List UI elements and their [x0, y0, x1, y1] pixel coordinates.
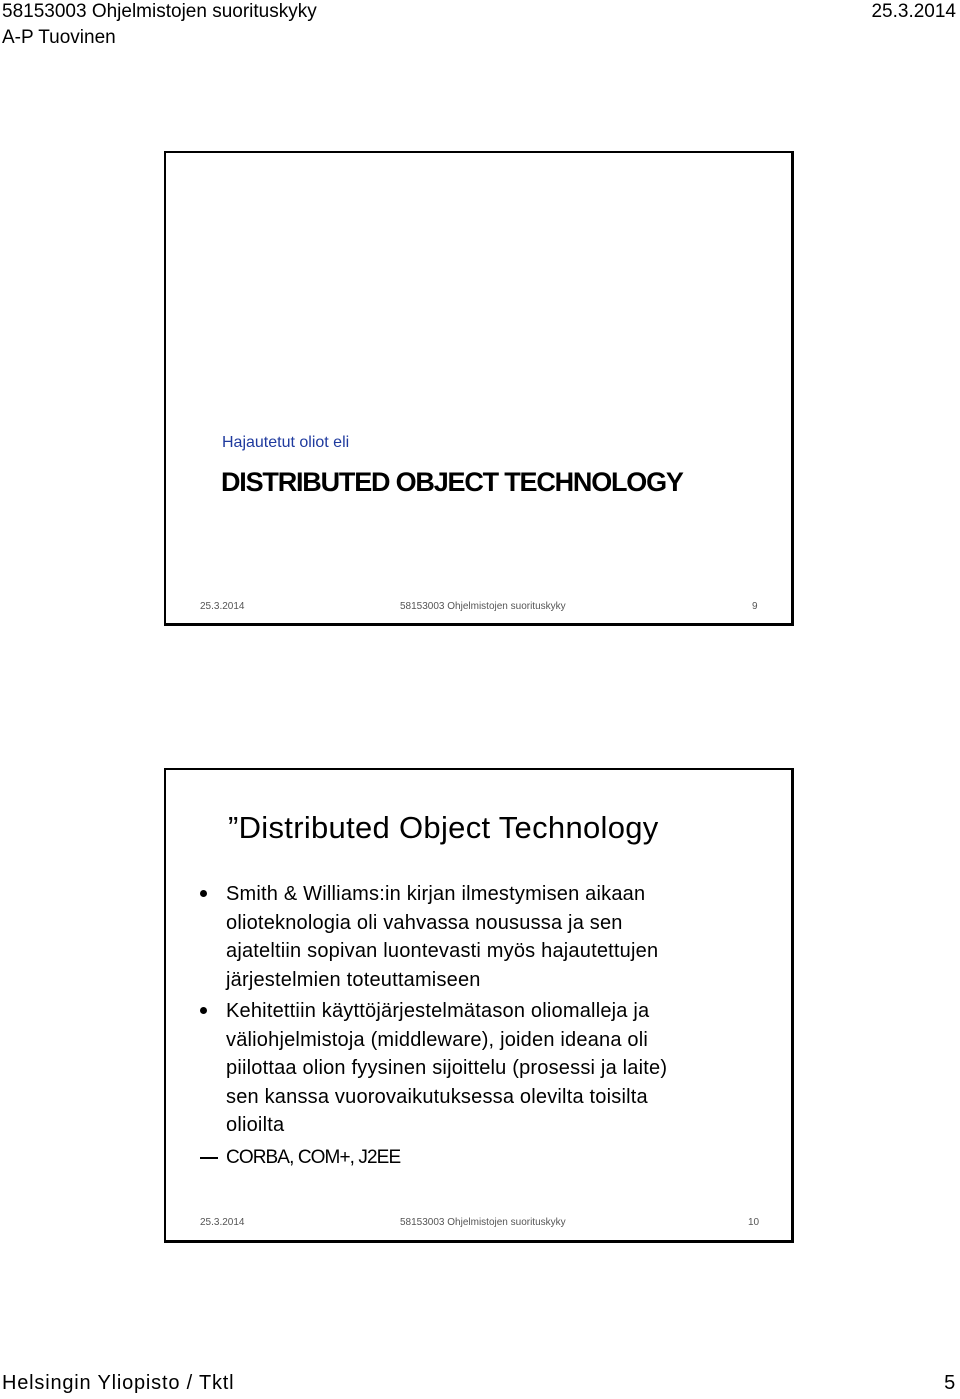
- bullet-dot-icon: [200, 1007, 207, 1014]
- sub-bullet-item: [200, 1144, 770, 1172]
- slide-footer-course: 58153003 Ohjelmistojen suorituskyky: [400, 601, 566, 612]
- slide-title: DISTRIBUTED OBJECT TECHNOLOGY: [221, 467, 683, 497]
- slide-10: [164, 768, 794, 1243]
- page-footer-org: Helsingin Yliopisto / Tktl: [2, 1372, 235, 1394]
- bullet-line: järjestelmien toteuttamiseen: [226, 968, 481, 991]
- slide-9: [164, 151, 794, 626]
- bullet-line: olioteknologia oli vahvassa nousussa ja sen: [226, 911, 623, 934]
- dash-icon: [200, 1157, 218, 1159]
- bullet-item: [200, 997, 770, 1140]
- slide-footer-date: 25.3.2014: [200, 1217, 245, 1228]
- header-author: A-P Tuovinen: [2, 27, 116, 48]
- slide-footer-date: 25.3.2014: [200, 601, 245, 612]
- bullet-line: olioilta: [226, 1114, 285, 1136]
- bullet-line: Kehitettiin käyttöjärjestelmätason oliomalleja ja: [226, 1000, 650, 1022]
- slide-title: ”Distributed Object Technology: [228, 810, 659, 845]
- header-course: 58153003 Ohjelmistojen suorituskyky: [2, 1, 317, 22]
- bullet-line: väliohjelmistoja (middleware), joiden ideana oli: [226, 1028, 649, 1051]
- slide-footer-number: 10: [748, 1217, 760, 1228]
- bullet-dot-icon: [200, 890, 207, 897]
- bullet-line: piilottaa olion fyysinen sijoittelu (prosessi ja laite): [226, 1057, 668, 1079]
- slide-footer-number: 9: [752, 601, 758, 612]
- bullet-line: Smith & Williams:in kirjan ilmestymisen aikaan: [226, 883, 646, 905]
- bullet-line: sen kanssa vuorovaikutuksessa olevilta toisilta: [226, 1085, 648, 1108]
- slide-footer-course: 58153003 Ohjelmistojen suorituskyky: [400, 1217, 566, 1228]
- slide-subtitle: Hajautetut oliot eli: [222, 434, 350, 451]
- sub-bullet-text: CORBA, COM+, J2EE: [226, 1146, 401, 1168]
- header-date: 25.3.2014: [871, 1, 956, 22]
- bullet-line: ajateltiin sopivan luontevasti myös hajautettujen: [226, 940, 659, 962]
- bullet-list: [200, 880, 770, 1172]
- page-number: 5: [944, 1372, 956, 1394]
- bullet-item: [200, 880, 770, 994]
